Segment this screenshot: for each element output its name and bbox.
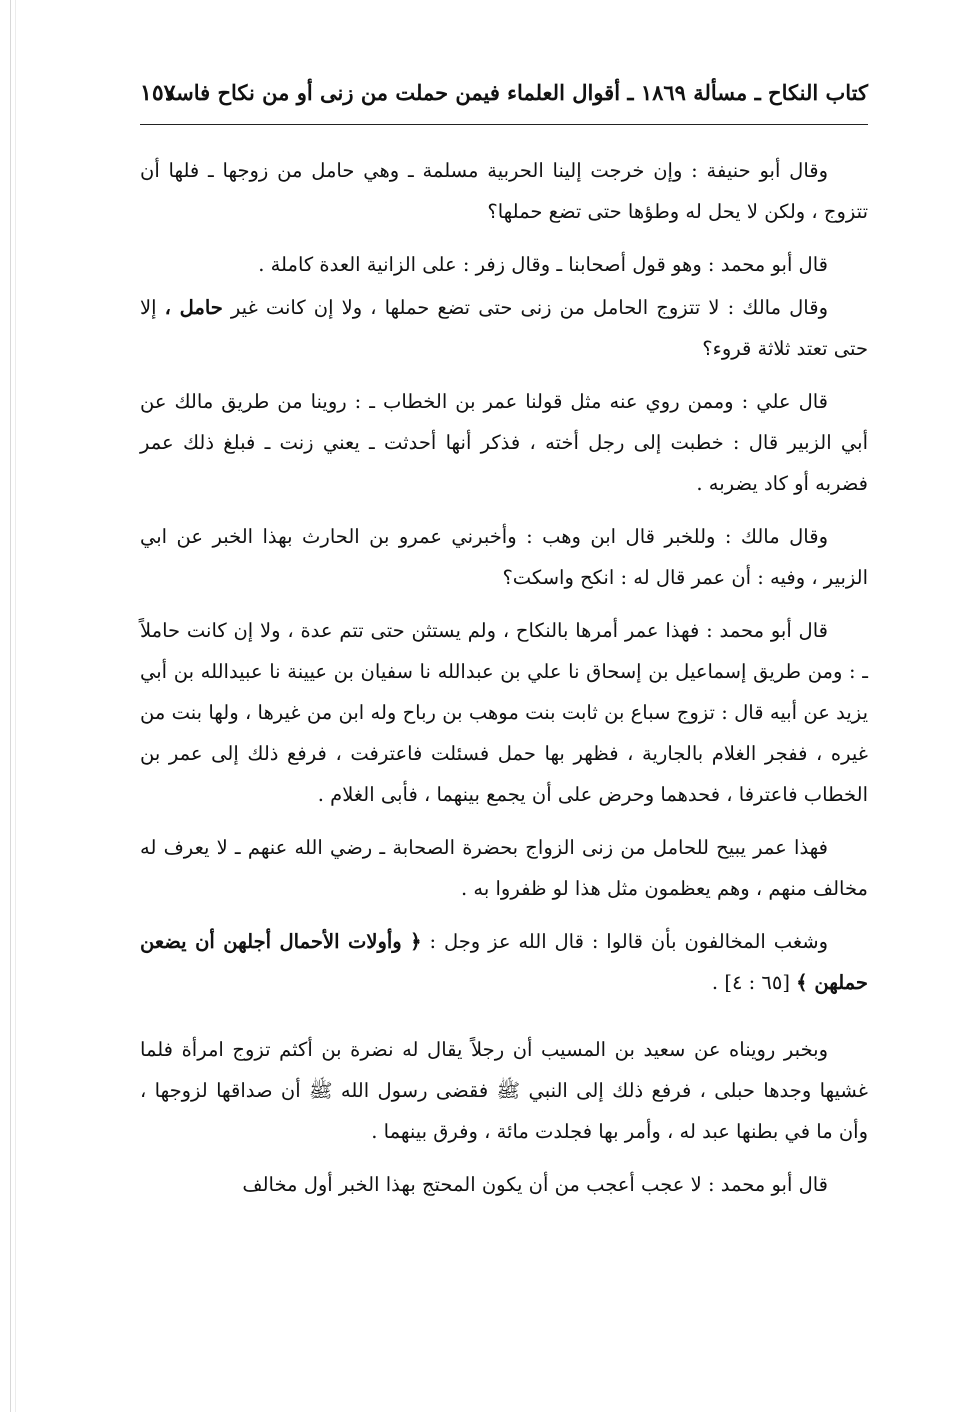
scan-edge-line	[15, 0, 16, 1412]
paragraph	[140, 1164, 868, 1205]
paragraph-text: قال علي : وممن روي عنه مثل قولنا عمر بن الخطاب ـ : روينا من طريق مالك عن أبي الزبير قال : خطبت إلى رجل أخته ، فذكر أنها أحدثت ـ يعني زنت ـ فبلغ ذلك عمر فضربه أو كاد يضربه .	[140, 390, 868, 495]
paragraph	[140, 610, 868, 815]
paragraph	[140, 287, 868, 369]
paragraph	[140, 1029, 868, 1152]
paragraph-text: وقال أبو حنيفة : وإن خرجت إلينا الحربية مسلمة ـ وهي حامل من زوجها ـ فلها أن تتزوج ، ولكن لا يحل له وطؤها حتى تضع حملها؟	[140, 159, 868, 223]
running-title: كتاب النكاح ـ مسألة ١٨٦٩ ـ أقوال العلماء فيمن حملت من زنى أو من نكاح فاسد	[165, 80, 868, 105]
paragraph-text: إلا حتى تعتد ثلاثة قروء؟	[140, 296, 868, 360]
paragraph-text: قال أبو محمد : لا عجب أعجب من أن يكون المحتج بهذا الخبر أول مخالف	[242, 1173, 828, 1196]
paragraph-text: قال أبو محمد : وهو قول أصحابنا ـ وقال زفر : على الزانية العدة كاملة .	[258, 253, 828, 276]
page-body	[140, 150, 868, 1205]
paragraph-text: وقال مالك : لا تتزوج الحامل من زنى حتى تضع حملها ، ولا إن كانت غير	[222, 296, 828, 319]
paragraph	[140, 516, 868, 598]
paragraph-text: قال أبو محمد : فهذا عمر أمرها بالنكاح ، ولم يستثن حتى تتم عدة ، ولا إن كانت حاملاً ـ : ومن طريق إسماعيل بن إسحاق نا علي بن عبدالله نا سفيان بن عيينة نا عبيدالله بن أبي يزيد عن أبيه قال : تزوج سباع بن ثابت بنت موهب بن رباح وله ابن من غيرها ، ولها بنت من غيره ، ففجر الغلام بالجارية ، فظهر بها حمل فسئلت فاعترفت ، فرفع ذلك إلى عمر بن الخطاب فاعترفا ، فحدهما وحرض على أن يجمع بينهما ، فأبى الغلام .	[140, 619, 868, 806]
page-header	[140, 74, 868, 120]
paragraph	[140, 921, 868, 1003]
paragraph	[140, 244, 868, 285]
paragraph-text: وبخبر رويناه عن سعيد بن المسيب أن رجلاً يقال له نضرة بن أكثم تزوج امرأة فلما غشيها وجدها حبلى ، فرفع ذلك إلى النبي ﷺ فقضى رسول الله ﷺ أن صداقها لزوجها ، وأن ما في بطنها عبد له ، وأمر بها فجلدت مائة ، وفرق بينهما .	[140, 1038, 868, 1143]
paragraph	[140, 827, 868, 909]
header-rule	[140, 124, 868, 125]
paragraph	[140, 381, 868, 504]
quran-quote: ﴿ وأولات الأحمال أجلهن أن يضعن حملهن ﴾	[140, 930, 868, 994]
paragraph-text: وشغب المخالفون بأن قالوا : قال الله عز وجل :	[421, 930, 828, 953]
paragraph-text: [٦٥ : ٤] .	[711, 971, 797, 994]
paragraph-text: فهذا عمر يبيح للحامل من زنى الزواج بحضرة الصحابة ـ رضي الله عنهم ـ لا يعرف له مخالف منهم ، وهم يعظمون مثل هذا لو ظفروا به .	[140, 836, 868, 900]
paragraph-bold-text: حامل ،	[164, 296, 223, 319]
paragraph-text: وقال مالك : وللخبر قال ابن وهب : وأخبرني عمرو بن الحارث بهذا الخبر عن ابي الزبير ، وفيه : أن عمر قال له : انكح واسكت؟	[140, 525, 868, 589]
page-number: ١٥٧	[140, 80, 176, 106]
paragraph	[140, 150, 868, 232]
scan-edge-line	[10, 0, 11, 1412]
